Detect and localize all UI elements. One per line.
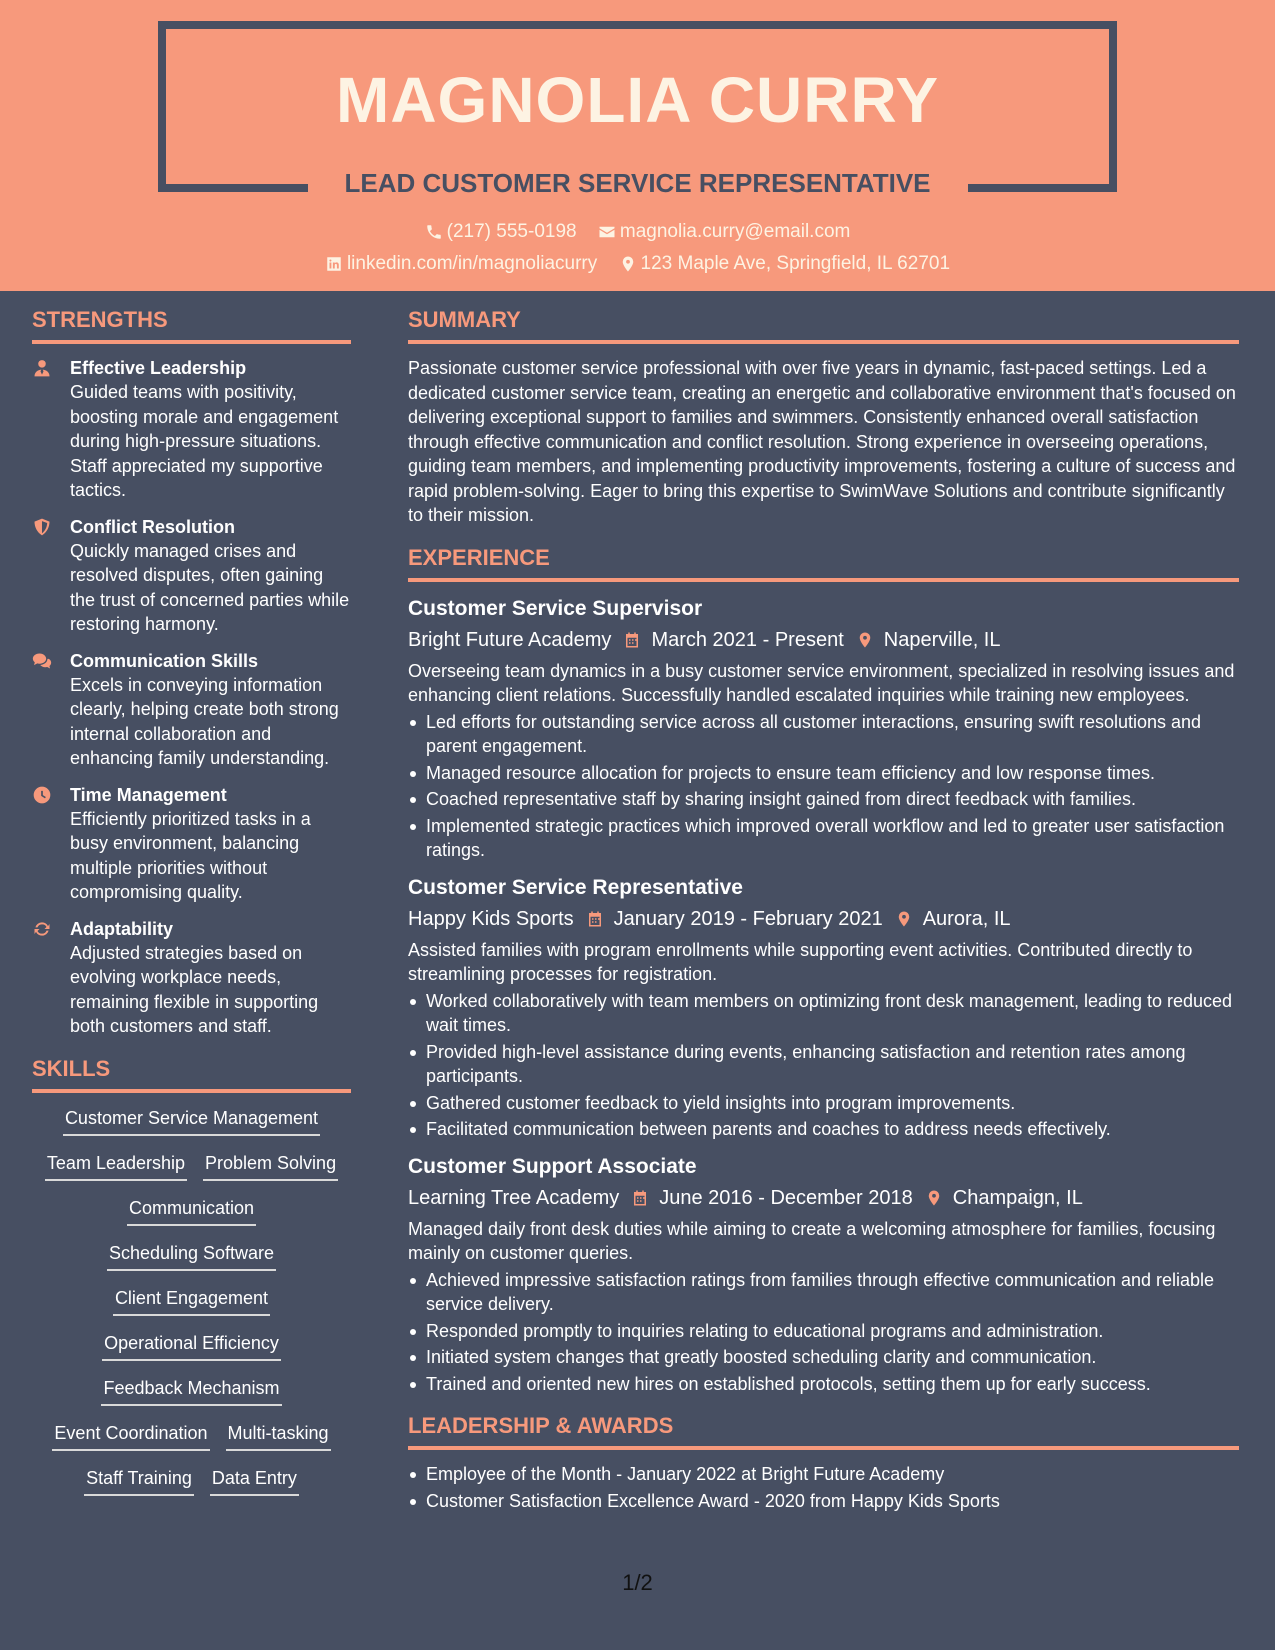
awards-list bbox=[408, 1462, 1239, 1513]
skill-tag: Data Entry bbox=[210, 1465, 299, 1496]
job-bullets bbox=[408, 1268, 1239, 1397]
strength-item bbox=[32, 649, 351, 771]
job-bullets bbox=[408, 710, 1239, 863]
award-item: Employee of the Month - January 2022 at Bright Future Academy bbox=[408, 1462, 1239, 1487]
strength-item bbox=[32, 917, 351, 1039]
contact-phone[interactable] bbox=[425, 219, 577, 245]
job-meta bbox=[408, 624, 1239, 656]
job-entry bbox=[408, 873, 1239, 1142]
right-column bbox=[408, 304, 1239, 1515]
skill-tag: Problem Solving bbox=[203, 1150, 338, 1181]
calendar-icon bbox=[586, 910, 604, 928]
bullet-item: Achieved impressive satisfaction ratings from families through effective communication and reliable service delivery. bbox=[408, 1268, 1239, 1317]
skill-tag: Customer Service Management bbox=[63, 1105, 320, 1136]
skills-heading: SKILLS bbox=[32, 1053, 351, 1093]
job-title: Customer Service Supervisor bbox=[408, 596, 703, 620]
contact-address bbox=[619, 251, 951, 277]
job-desc: Managed daily front desk duties while aiming to create a welcoming atmosphere for families, focusing mainly on customer queries. bbox=[408, 1218, 1216, 1263]
page-number: 1/2 bbox=[622, 1570, 653, 1595]
header-band bbox=[0, 0, 1275, 291]
candidate-name: MAGNOLIA CURRY bbox=[336, 64, 939, 136]
skill-row bbox=[32, 1465, 351, 1496]
email-text: magnolia.curry@email.com bbox=[619, 221, 851, 242]
strength-title: Communication Skills bbox=[70, 650, 259, 671]
map-pin-icon bbox=[925, 1189, 943, 1207]
job-dates: June 2016 - December 2018 bbox=[659, 1186, 913, 1209]
bullet-item: Coached representative staff by sharing insight gained from direct feedback with families. bbox=[408, 787, 1239, 812]
phone-text: (217) 555-0198 bbox=[446, 221, 577, 242]
user-tie-icon bbox=[32, 358, 52, 378]
bullet-item: Facilitated communication between parents and coaches to address needs effectively. bbox=[408, 1117, 1239, 1142]
job-desc: Overseeing team dynamics in a busy customer service environment, specialized in resolving issues and enhancing client relations. Successfully handled escalated inquiries while training new employees. bbox=[408, 660, 1235, 705]
skills-list bbox=[32, 1105, 351, 1496]
clock-icon bbox=[32, 785, 52, 805]
job-title: Customer Support Associate bbox=[408, 1154, 697, 1178]
job-meta bbox=[408, 1182, 1239, 1214]
strength-title: Adaptability bbox=[70, 918, 174, 939]
summary-text: Passionate customer service professional with over five years in dynamic, fast-paced settings. Led a dedicated customer service team, creating an energetic and collaborative environment that's focused on delivering exceptional support to families and swimmers. Consistently enhanced overall satisfaction through effective communication and conflict resolution. Strong experience in overseeing operations, guiding team members, and implementing productivity improvements, fostering a culture of success and rapid problem-solving. Eager to bring this expertise to SwimWave Solutions and contribute significantly to their mission. bbox=[408, 358, 1236, 525]
strength-desc: Adjusted strategies based on evolving workplace needs, remaining flexible in supporting both customers and staff. bbox=[70, 942, 319, 1036]
job-title: Customer Service Representative bbox=[408, 875, 743, 899]
skill-tag: Scheduling Software bbox=[107, 1240, 276, 1271]
linkedin-icon bbox=[325, 255, 343, 273]
skill-tag: Operational Efficiency bbox=[102, 1330, 281, 1361]
job-entry bbox=[408, 594, 1239, 863]
skill-tag: Communication bbox=[127, 1195, 256, 1226]
skill-row bbox=[32, 1105, 351, 1136]
skill-tag: Staff Training bbox=[84, 1465, 194, 1496]
bullet-item: Responded promptly to inquiries relating to educational programs and administration. bbox=[408, 1319, 1239, 1344]
bullet-item: Initiated system changes that greatly boosted scheduling clarity and communication. bbox=[408, 1345, 1239, 1370]
contact-email[interactable] bbox=[598, 219, 850, 245]
skill-row bbox=[32, 1240, 351, 1271]
envelope-icon bbox=[598, 223, 616, 241]
calendar-icon bbox=[631, 1189, 649, 1207]
skill-tag: Feedback Mechanism bbox=[101, 1375, 281, 1406]
strength-desc: Quickly managed crises and resolved disputes, often gaining the trust of concerned parties while restoring harmony. bbox=[70, 540, 350, 634]
strength-desc: Excels in conveying information clearly, helping create both strong internal collaboration and enhancing family understanding. bbox=[70, 674, 339, 768]
bullet-item: Provided high-level assistance during events, enhancing satisfaction and retention rates among participants. bbox=[408, 1040, 1239, 1089]
skill-row bbox=[32, 1285, 351, 1316]
job-bullets bbox=[408, 989, 1239, 1142]
job-location: Aurora, IL bbox=[922, 907, 1011, 930]
strength-title: Effective Leadership bbox=[70, 358, 247, 378]
phone-icon bbox=[425, 223, 443, 241]
strength-item bbox=[32, 356, 351, 503]
awards-heading: LEADERSHIP & AWARDS bbox=[408, 1410, 1239, 1450]
chat-bubbles-icon bbox=[32, 651, 52, 671]
address-text: 123 Maple Ave, Springfield, IL 62701 bbox=[640, 253, 951, 274]
map-pin-icon bbox=[895, 910, 913, 928]
strength-item bbox=[32, 515, 351, 637]
bullet-item: Gathered customer feedback to yield insights into program improvements. bbox=[408, 1091, 1239, 1116]
map-pin-icon bbox=[856, 631, 874, 649]
job-desc: Assisted families with program enrollments while supporting event activities. Contributed directly to streamlining processes for registration. bbox=[408, 939, 1193, 984]
calendar-icon bbox=[623, 631, 641, 649]
linkedin-text: linkedin.com/in/magnoliacurry bbox=[346, 253, 598, 274]
bullet-item: Led efforts for outstanding service across all customer interactions, ensuring swift resolutions and parent engagement. bbox=[408, 710, 1239, 759]
strength-desc: Guided teams with positivity, boosting morale and engagement during high-pressure situations. Staff appreciated my supportive tactics. bbox=[70, 382, 339, 500]
strengths-heading: STRENGTHS bbox=[32, 304, 351, 344]
skill-tag: Multi-tasking bbox=[226, 1420, 331, 1451]
skill-tag: Team Leadership bbox=[45, 1150, 187, 1181]
bullet-item: Managed resource allocation for projects to ensure team efficiency and low response times. bbox=[408, 761, 1239, 786]
job-company: Happy Kids Sports bbox=[408, 907, 574, 930]
skill-row bbox=[32, 1375, 351, 1406]
job-entry bbox=[408, 1152, 1239, 1397]
contact-linkedin[interactable] bbox=[325, 251, 597, 277]
bullet-item: Trained and oriented new hires on established protocols, setting them up for early success. bbox=[408, 1372, 1239, 1397]
bullet-item: Implemented strategic practices which improved overall workflow and led to greater user satisfaction ratings. bbox=[408, 814, 1239, 863]
strength-item bbox=[32, 783, 351, 905]
job-title-heading: LEAD CUSTOMER SERVICE REPRESENTATIVE bbox=[344, 168, 931, 198]
contact-row-2 bbox=[0, 251, 1275, 281]
job-dates: January 2019 - February 2021 bbox=[613, 907, 883, 930]
map-pin-icon bbox=[619, 255, 637, 273]
refresh-icon bbox=[32, 919, 52, 939]
summary-heading: SUMMARY bbox=[408, 304, 1239, 344]
left-column bbox=[32, 304, 351, 1510]
job-location: Champaign, IL bbox=[952, 1186, 1083, 1209]
award-item: Customer Satisfaction Excellence Award - 2020 from Happy Kids Sports bbox=[408, 1489, 1239, 1514]
strength-title: Conflict Resolution bbox=[70, 516, 235, 537]
skill-row bbox=[32, 1195, 351, 1226]
shield-icon bbox=[32, 517, 52, 537]
job-location: Naperville, IL bbox=[883, 628, 1001, 651]
contact-row-1 bbox=[0, 219, 1275, 249]
strength-title: Time Management bbox=[70, 784, 227, 805]
skill-tag: Client Engagement bbox=[113, 1285, 270, 1316]
skill-row bbox=[32, 1330, 351, 1361]
job-company: Learning Tree Academy bbox=[408, 1186, 620, 1209]
job-company: Bright Future Academy bbox=[408, 628, 612, 651]
strength-desc: Efficiently prioritized tasks in a busy environment, balancing multiple priorities without compromising quality. bbox=[70, 808, 311, 902]
experience-heading: EXPERIENCE bbox=[408, 542, 1239, 582]
skill-row bbox=[32, 1420, 351, 1451]
skill-tag: Event Coordination bbox=[52, 1420, 209, 1451]
job-meta bbox=[408, 903, 1239, 935]
job-dates: March 2021 - Present bbox=[651, 628, 844, 651]
bullet-item: Worked collaboratively with team members on optimizing front desk management, leading to reduced wait times. bbox=[408, 989, 1239, 1038]
skill-row bbox=[32, 1150, 351, 1181]
